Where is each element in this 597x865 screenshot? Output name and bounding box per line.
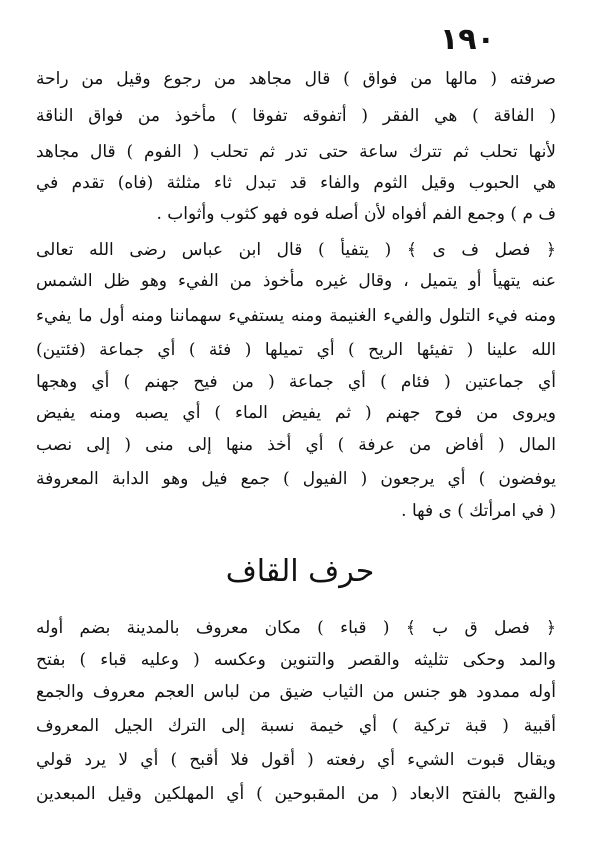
page-number: ١٩٠ <box>440 22 495 57</box>
text-line: هي الحبوب وقيل الثوم والفاء قد تبدل ثاء مثلثة (فاه) تقدم في <box>36 173 556 193</box>
text-line: ﴿ فصل ق ب ﴾ ( قباء ) مكان معروف بالمدينة بضم أوله <box>36 618 556 638</box>
text-line: ويقال قبوت الشيء أي رفعته ( أقول فلا أقبح ) أي لا يرد قولي <box>36 750 556 770</box>
text-line: ﴿ فصل ف ى ﴾ ( يتفيأ ) قال ابن عباس رضى الله تعالى <box>36 240 556 260</box>
text-line: والقبح بالفتح الابعاد ( من المقبوحين ) أي المهلكين وقيل المبعدين <box>36 784 556 804</box>
text-line: المال ( أفاض من عرفة ) أي أخذ منها إلى منى ( إلى نصب <box>36 435 556 455</box>
text-line: عنه يتهيأ أو يتميل ، وقال غيره مأخوذ من الفيء وهو ظل الشمس <box>36 271 556 291</box>
text-line: صرفته ( مالها من فواق ) قال مجاهد من رجوع وقيل من راحة <box>36 69 556 89</box>
text-line: الله علينا ( تفيئها الريح ) أي تميلها ( فئة ) أي جماعة (فئتين) <box>36 340 556 360</box>
text-line: ( الفاقة ) هي الفقر ( أتفوقه تفوقا ) مأخوذ من فواق الناقة <box>36 106 556 126</box>
text-line: ومنه فيء التلول والفيء الغنيمة ومنه يستفيء سهماننا ومنه أول ما يفيء <box>36 306 556 326</box>
text-line: يوفضون ) أي يرجعون ( الفيول ) جمع فيل وهو الدابة المعروفة <box>36 469 556 489</box>
text-line: لأنها تحلب ثم تترك ساعة حتى تدر ثم تحلب ( الفوم ) قال مجاهد <box>36 142 556 162</box>
chapter-heading: حرف القاف <box>225 554 375 589</box>
text-line: أي جماعتين ( فئام ) أي جماعة ( من فيح جهنم ) أي وهجها <box>36 372 556 392</box>
text-line: ف م ) وجمع الفم أفواه لأن أصله فوه فهو كثوب وأثواب . <box>156 204 556 224</box>
text-line: ( في امرأتك ) ى فها . <box>401 501 556 521</box>
text-line: والمد وحكى تثليثه والقصر والتنوين وعكسه ( وعليه قباء ) بفتح <box>36 650 556 670</box>
text-line: أوله ممدود هو جنس من الثياب ضيق من لباس العجم معروف والجمع <box>36 682 556 702</box>
text-line: أقبية ( قبة تركية ) أي خيمة نسبة إلى الترك الجيل المعروف <box>36 716 556 736</box>
text-line: ويروى من فوح جهنم ( ثم يفيض الماء ) أي يصبه ومنه يفيض <box>36 403 556 423</box>
